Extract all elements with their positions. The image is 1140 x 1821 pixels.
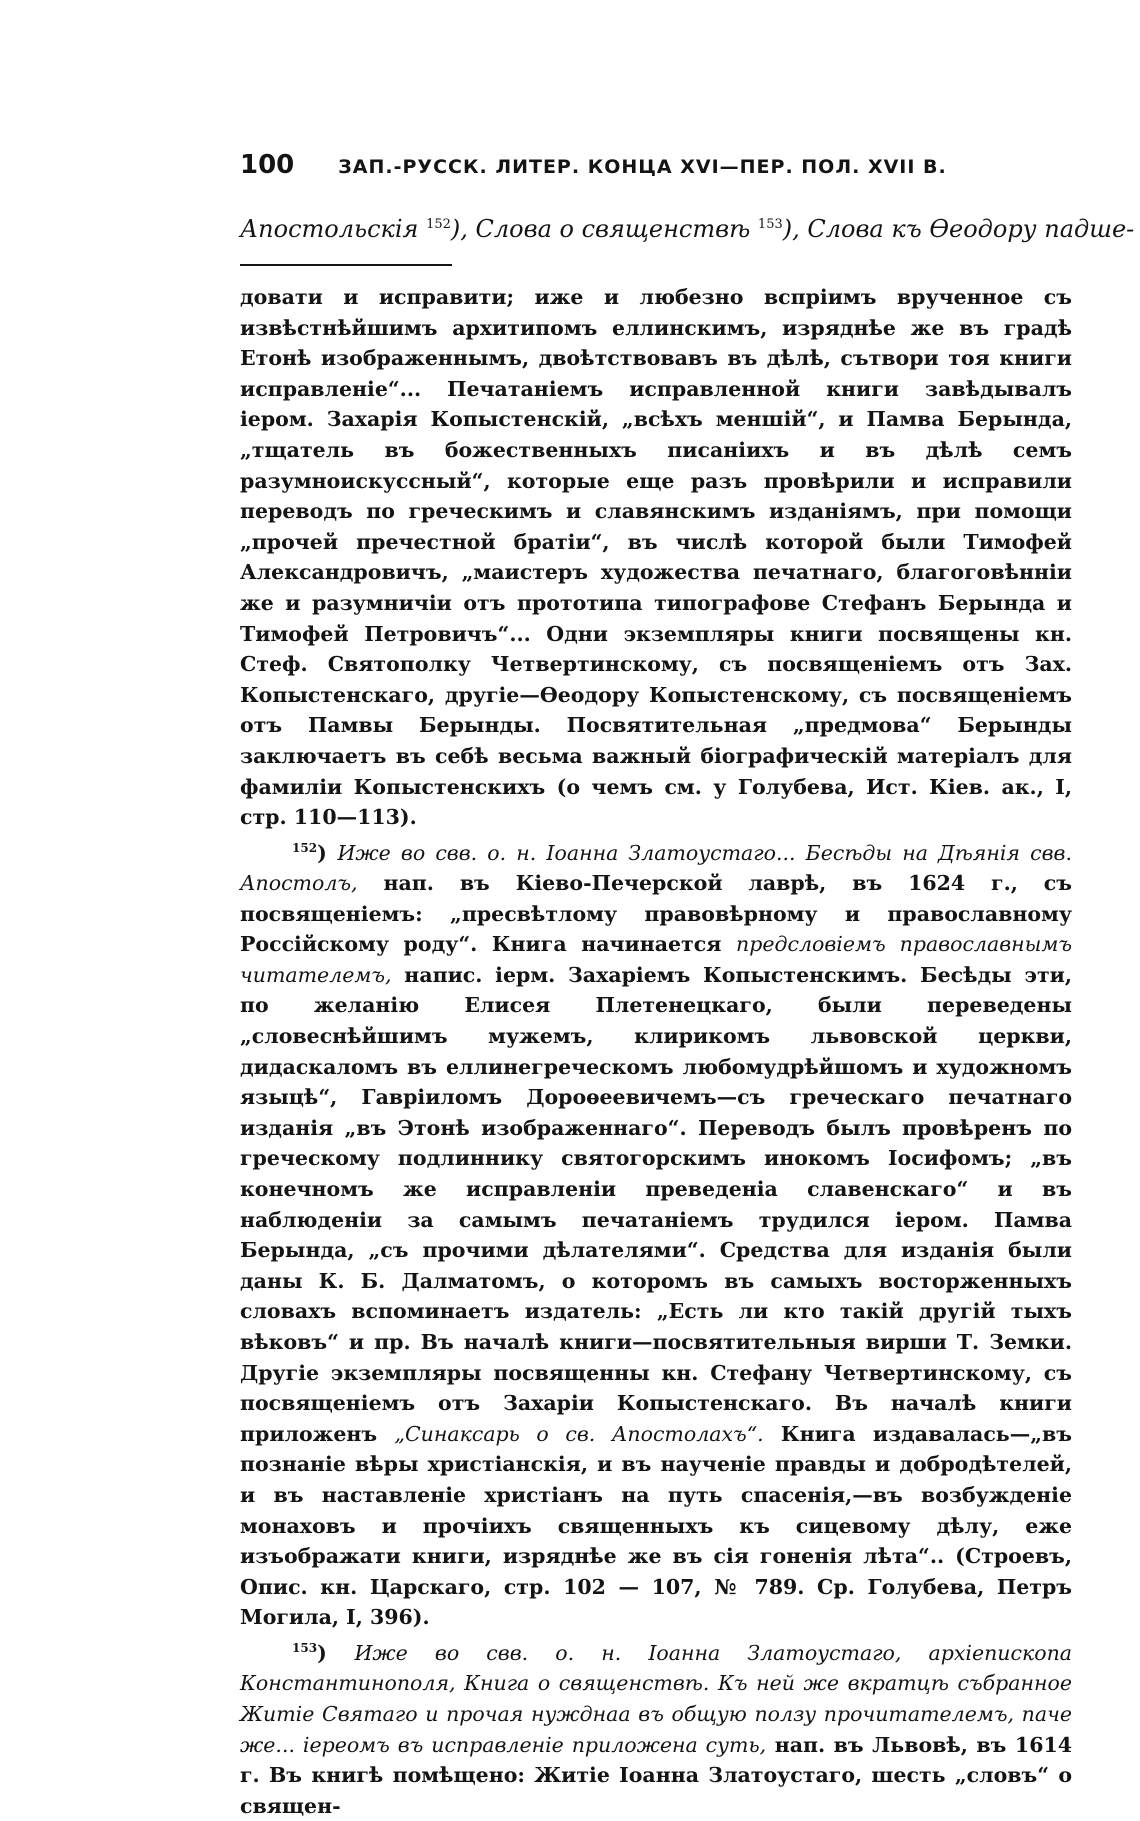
footnotes <box>240 282 1072 1821</box>
footnote-153-marker: 153 <box>292 1640 318 1655</box>
footnote-152-marker: 152 <box>292 840 318 855</box>
lead-part-2: ), Слова о священствѣ <box>450 215 751 243</box>
lead-ref-1: 152 <box>426 217 451 232</box>
lead-ref-2: 153 <box>757 217 783 232</box>
page <box>240 150 1135 1821</box>
footnote-152-text-3: Книга издавалась—„въ познаніе вѣры христіанскія, и въ наученіе правды и добродѣтелей, и въ наставленіе христіанъ на путь спасенія,—въ возбужденіе монаховъ и прочіихъ священныхъ къ сицевому дѣлу, еже изъображати книги, изряднѣе же въ сія гоненія лѣта“.. (Строевъ, Опис. кн. Царскаго, стр. 102 — 107, № 789. Ср. Голубева, Петръ Могила, I, 396). <box>240 1421 1072 1630</box>
running-title: ЗАП.-РУССК. ЛИТЕР. КОНЦА XVI—ПЕР. ПОЛ. XVII В. <box>338 156 947 178</box>
running-header <box>240 150 1072 180</box>
footnote-153: $^{153}$) Иже во свв. о. н. Іоанна Златоустаго, архіепископа Константинополя, Книга о священствѣ. Къ ней же вкратцѣ събранное Житіе Святаго и прочая нужднаа въ общую ползу прочитателемъ, паче же... іереомъ въ исправленіе приложена суть, нап. въ Львовѣ, въ 1614 г. Въ книгѣ помѣщено: Житіе Іоанна Златоустаго, шесть „словъ“ о священ- <box>240 1640 1073 1818</box>
footnote-152-title: Иже во свв. о. н. Іоанна Златоустаго... Бесѣды на Дѣянія свв. Апостолъ, <box>240 840 1072 896</box>
footnote-152-text-1: нап. въ Кіево-Печерской лаврѣ, въ 1624 г., съ посвященіемъ: „пресвѣтлому правовѣрному и православному Россійскому роду“. Книга начинается <box>240 871 1072 957</box>
footnote-153-title: Иже во свв. о. н. Іоанна Златоустаго, архіепископа Константинополя, Книга о священствѣ. Къ ней же вкратцѣ събранное Житіе Святаго и прочая нужднаа въ общую ползу прочитателемъ, паче же... іереомъ въ исправленіе приложена суть, <box>240 1640 1073 1757</box>
lead-part-3: ), Слова къ Ѳеодору падше- <box>782 215 1135 243</box>
page-number: 100 <box>240 150 295 180</box>
footnote-152-italic-2: предсловіемъ православнымъ читателемъ, <box>240 932 1072 987</box>
lead-line <box>240 210 1135 244</box>
footnote-152: $^{152}$) Иже во свв. о. н. Іоанна Златоустаго... Бесѣды на Дѣянія свв. Апостолъ, нап. въ Кіево-Печерской лаврѣ, въ 1624 г., съ посвященіемъ: „пресвѣтлому правовѣрному и православному Россійскому роду“. Книга начинается предсловіемъ православнымъ читателемъ, напис. іерм. Захаріемъ Копыстенскимъ. Бесѣды эти, по желанію Елисея Плетенецкаго, были переведены „словеснѣйшимъ мужемъ, клирикомъ львовской церкви, дидаскаломъ въ еллинегреческомъ любомудрѣйшомъ и художномъ языцѣ“, Гавріиломъ Дороѳеевичемъ—съ греческаго печатнаго изданія „въ Этонѣ изображеннаго“. Переводъ былъ провѣренъ по греческому подлиннику святогорскимъ инокомъ Іосифомъ; „въ конечномъ же исправленіи преведеніа славенскаго“ и въ наблюденіи за самымъ печатаніемъ трудился іером. Памва Берында, „съ прочими дѣлателями“. Средства для изданія были даны К. Б. Далматомъ, о которомъ въ самыхъ восторженныхъ словахъ вспоминаетъ издатель: „Есть ли кто такій другій тыхъ вѣковъ“ и пр. Въ началѣ книги—посвятительныя вирши Т. Земки. Другіе экземпляры посвященны кн. Стефану Четвертинскому, съ посвященіемъ отъ Захаріи Копыстенскаго. Въ началѣ книги приложенъ „Синаксарь о св. Апостолахъ“. Книга издавалась—„въ познаніе вѣры христіанскія, и въ наученіе правды и добродѣтелей, и въ наставленіе христіанъ на путь спасенія,—въ возбужденіе монаховъ и прочіихъ священныхъ къ сицевому дѣлу, еже изъображати книги, изряднѣе же въ сія гоненія лѣта“.. (Строевъ, Опис. кн. Царскаго, стр. 102 — 107, № 789. Ср. Голубева, Петръ Могила, I, 396). <box>240 840 1072 1630</box>
footnote-rule <box>240 264 452 266</box>
footnote-153-text: нап. въ Львовѣ, въ 1614 г. Въ книгѣ помѣщено: Житіе Іоанна Златоустаго, шесть „словъ“ о священ- <box>240 1732 1072 1818</box>
footnote-152-text-2: напис. іерм. Захаріемъ Копыстенскимъ. Бесѣды эти, по желанію Елисея Плетенецкаго, были переведены „словеснѣйшимъ мужемъ, клирикомъ львовской церкви, дидаскаломъ въ еллинегреческомъ любомудрѣйшомъ и художномъ языцѣ“, Гавріиломъ Дороѳеевичемъ—съ греческаго печатнаго изданія „въ Этонѣ изображеннаго“. Переводъ былъ провѣренъ по греческому подлиннику святогорскимъ инокомъ Іосифомъ; „въ конечномъ же исправленіи преведеніа славенскаго“ и въ наблюденіи за самымъ печатаніемъ трудился іером. Памва Берында, „съ прочими дѣлателями“. Средства для изданія были даны К. Б. Далматомъ, о которомъ въ самыхъ восторженныхъ словахъ вспоминаетъ издатель: „Есть ли кто такій другій тыхъ вѣковъ“ и пр. Въ началѣ книги—посвятительныя вирши Т. Земки. Другіе экземпляры посвященны кн. Стефану Четвертинскому, съ посвященіемъ отъ Захаріи Копыстенскаго. Въ началѣ книги приложенъ <box>240 962 1072 1446</box>
lead-part-1: Апостольскія <box>240 215 419 243</box>
footnote-152-italic-3: „Синаксарь о св. Апостолахъ“. <box>394 1421 764 1446</box>
footnote-continuation: довати и исправити; иже и любезно вспріимъ врученное съ извѣстнѣйшимъ архитипомъ еллинскимъ, изряднѣе же въ градѣ Етонѣ изображеннымъ, двоѣтствовавъ въ дѣлѣ, сътвори тоя книги исправленіе“... Печатаніемъ исправленной книги завѣдывалъ іером. Захарія Копыстенскій, „всѣхъ меншій“, и Памва Берында, „тщатель въ божественныхъ писаніихъ и въ дѣлѣ семъ разумноискуссный“, которые еще разъ провѣрили и исправили переводъ по греческимъ и славянскимъ изданіямъ, при помощи „прочей пречестной братіи“, въ числѣ которой были Тимофей Александровичъ, „маистеръ художества печатнаго, благоговѣнніи же и разумничіи отъ прототипа типографове Стефанъ Берында и Тимофей Петровичъ“... Одни экземпляры книги посвящены кн. Стеф. Святополку Четвертинскому, съ посвященіемъ отъ Зах. Копыстенскаго, другіе—Ѳеодору Копыстенскому, съ посвященіемъ отъ Памвы Берынды. Посвятительная „предмова“ Берынды заключаетъ въ себѣ весьма важный біографическій матеріалъ для фамиліи Копыстенскихъ (о чемъ см. у Голубева, Ист. Кіев. ак., I, стр. 110—113). <box>240 285 1072 830</box>
